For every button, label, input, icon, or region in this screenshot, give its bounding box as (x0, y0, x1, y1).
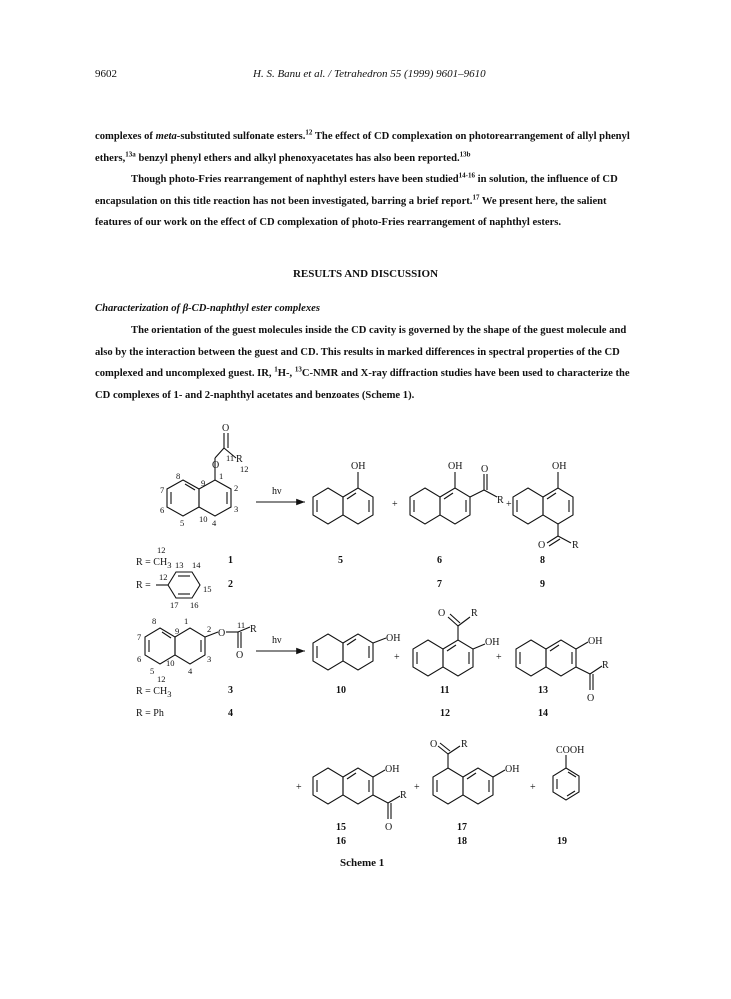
plus-7: + (530, 782, 536, 793)
r-ch3-sub-1: 3 (167, 560, 172, 570)
hv-label-2: hν (272, 635, 282, 646)
compound-8-9-structure (513, 461, 579, 551)
ester-o-label-2: O (218, 628, 226, 639)
oh-label-8: OH (552, 461, 567, 472)
compound-3-4-structure (137, 616, 257, 676)
atom-1-number-2: 1 (184, 616, 189, 626)
section-title: RESULTS AND DISCUSSION (292, 268, 439, 280)
label-compound-8: 8 (540, 555, 545, 566)
compound-17-18-structure (430, 739, 519, 804)
o-label-17: O (430, 739, 438, 750)
label-compound-2: 2 (228, 579, 233, 590)
oh-label-15: OH (385, 764, 400, 775)
atom-6-number: 6 (160, 505, 165, 515)
p1-text-a: complexes of (95, 131, 156, 142)
carbonyl-o-label-2: O (236, 650, 244, 661)
p2-ref-2: 17 (472, 192, 480, 201)
atom-10-number-2: 10 (166, 658, 175, 668)
atom-12-ph: 12 (159, 572, 168, 582)
plus-6: + (414, 782, 420, 793)
label-compound-5: 5 (338, 555, 343, 566)
atom-8-number-2: 8 (152, 616, 157, 626)
plus-4: + (496, 652, 502, 663)
atom-8-number: 8 (176, 471, 181, 481)
atom-3-number: 3 (234, 504, 239, 514)
r-label-8: R (572, 540, 579, 551)
compound-19-structure (553, 745, 584, 800)
label-compound-16: 16 (336, 836, 346, 847)
atom-5-number-2: 5 (150, 666, 155, 676)
atom-2-number-2: 2 (207, 624, 212, 634)
atom-12-top-2: 12 (157, 674, 166, 684)
label-compound-6: 6 (437, 555, 442, 566)
label-compound-9: 9 (540, 579, 545, 590)
atom-6-number-2: 6 (137, 654, 142, 664)
running-title: H. S. Banu et al. / Tetrahedron 55 (1999) 9601–9610 (253, 68, 486, 80)
p3-sup-h: 1 (274, 365, 278, 374)
page-number: 9602 (95, 68, 117, 80)
scheme-caption: Scheme 1 (340, 857, 385, 869)
label-compound-19: 19 (557, 836, 567, 847)
atom-1-number: 1 (219, 471, 224, 481)
label-compound-4: 4 (228, 708, 233, 719)
atom-9-number-2: 9 (175, 626, 180, 636)
r-ch3-text-2: R = CH (136, 686, 168, 697)
atom-2-number: 2 (234, 483, 239, 493)
p1-text-d: benzyl phenyl ethers and alkyl phenoxyacetates has also been reported. (135, 152, 460, 164)
atom-10-number: 10 (199, 514, 208, 524)
o-label-11: O (438, 608, 446, 619)
p1-ref-2: 13a (125, 149, 136, 158)
label-compound-17: 17 (457, 822, 467, 833)
plus-1: + (392, 499, 398, 510)
label-compound-10: 10 (336, 685, 346, 696)
atom-16: 16 (190, 600, 199, 610)
plus-5: + (296, 782, 302, 793)
p1-text-c: The effect of CD complexation on photorearrangement of allyl phenyl ethers, (95, 131, 630, 164)
compound-10-structure (313, 633, 400, 670)
atom-9-number: 9 (201, 478, 206, 488)
p1-ref-1: 12 (305, 128, 313, 137)
p3-text-c: C-NMR and X-ray diffraction studies have been used to characterize the CD complexes of 1- and 2-naphthyl acetates and benzoates (Scheme 1). (95, 368, 630, 401)
label-compound-18: 18 (457, 836, 467, 847)
atom-12-top-1: 12 (157, 545, 166, 555)
atom-13: 13 (175, 560, 184, 570)
p2-ref-1: 14-16 (458, 171, 475, 180)
atom-7-number: 7 (160, 485, 165, 495)
atom-11-number-2: 11 (237, 620, 246, 630)
label-compound-12: 12 (440, 708, 450, 719)
atom-15: 15 (203, 584, 212, 594)
oh-label-5: OH (351, 461, 366, 472)
compound-1-2-structure (160, 423, 249, 528)
ester-o-label: O (212, 460, 220, 471)
compound-15-16-structure (313, 764, 407, 833)
r-label-11: R (471, 608, 478, 619)
plus-3: + (394, 652, 400, 663)
r-ch3-label-1 (136, 557, 171, 570)
label-compound-13: 13 (538, 685, 548, 696)
atom-4-number: 4 (212, 518, 217, 528)
p1-text-b: -substituted sulfonate esters. (176, 131, 306, 142)
r-label-15: R (400, 790, 407, 801)
p2-text-a: Though photo-Fries rearrangement of naphthyl esters have been studied (131, 174, 459, 185)
atom-3-number-2: 3 (207, 654, 212, 664)
atom-17: 17 (170, 600, 179, 610)
r-ch3-label-2 (136, 686, 171, 699)
o-label-13: O (587, 693, 595, 704)
hv-label-1: hν (272, 486, 282, 497)
o-label-6: O (481, 464, 489, 475)
p3-text-a: The orientation of the guest molecules inside the CD cavity is governed by the shape of the guest molecule and also by the interaction between the guest and CD. This results in marked differences in spectral properties of the CD complexed and uncomplexed guest. IR, (95, 325, 627, 379)
r-label-17: R (461, 739, 468, 750)
p1-ref-3: 13b (459, 149, 471, 158)
label-compound-15: 15 (336, 822, 346, 833)
r-eq-label: R = (136, 580, 151, 591)
p1-meta: meta (155, 131, 177, 142)
oh-label-17: OH (505, 764, 520, 775)
atom-12-number: 12 (240, 464, 249, 474)
r-label-13: R (602, 660, 609, 671)
plus-2: + (506, 499, 512, 510)
oh-label-6: OH (448, 461, 463, 472)
cooh-label: COOH (556, 745, 585, 756)
r-ch3-text-1: R = CH (136, 557, 168, 568)
p3-text-b: H-, (277, 368, 295, 379)
oh-label-13: OH (588, 636, 603, 647)
o-label-8: O (538, 540, 546, 551)
compound-13-14-structure (516, 636, 609, 704)
label-compound-1: 1 (228, 555, 233, 566)
carbonyl-o-label: O (222, 423, 230, 434)
r-group-label: R (236, 454, 243, 465)
p2-text-b: in solution, the influence of CD encapsulation on this title reaction has not been investigated, barring a brief report. (95, 174, 618, 207)
oh-label-10: OH (386, 633, 401, 644)
r-label-6: R (497, 495, 504, 506)
compound-11-12-structure (413, 608, 499, 676)
atom-4-number-2: 4 (188, 666, 193, 676)
o-label-15: O (385, 822, 393, 833)
atom-11-number: 11 (226, 453, 235, 463)
subsection-title: Characterization of β-CD-naphthyl ester complexes (95, 303, 320, 314)
r-ph-label: R = Ph (136, 708, 164, 719)
compound-5-structure (313, 461, 373, 524)
r-group-label-2: R (250, 624, 257, 635)
label-compound-11: 11 (440, 685, 450, 696)
atom-7-number-2: 7 (137, 632, 142, 642)
label-compound-3: 3 (228, 685, 233, 696)
compound-6-7-structure (410, 461, 504, 524)
p2-text-c: We present here, the salient features of our work on the effect of CD complexation of photo-Fries rearrangement of naphthyl esters. (95, 195, 607, 228)
oh-label-11: OH (485, 637, 500, 648)
label-compound-7: 7 (437, 579, 442, 590)
r-ch3-sub-2: 3 (167, 689, 172, 699)
atom-14: 14 (192, 560, 201, 570)
label-compound-14: 14 (538, 708, 548, 719)
atom-5-number: 5 (180, 518, 185, 528)
p3-sup-c13: 13 (294, 365, 302, 374)
